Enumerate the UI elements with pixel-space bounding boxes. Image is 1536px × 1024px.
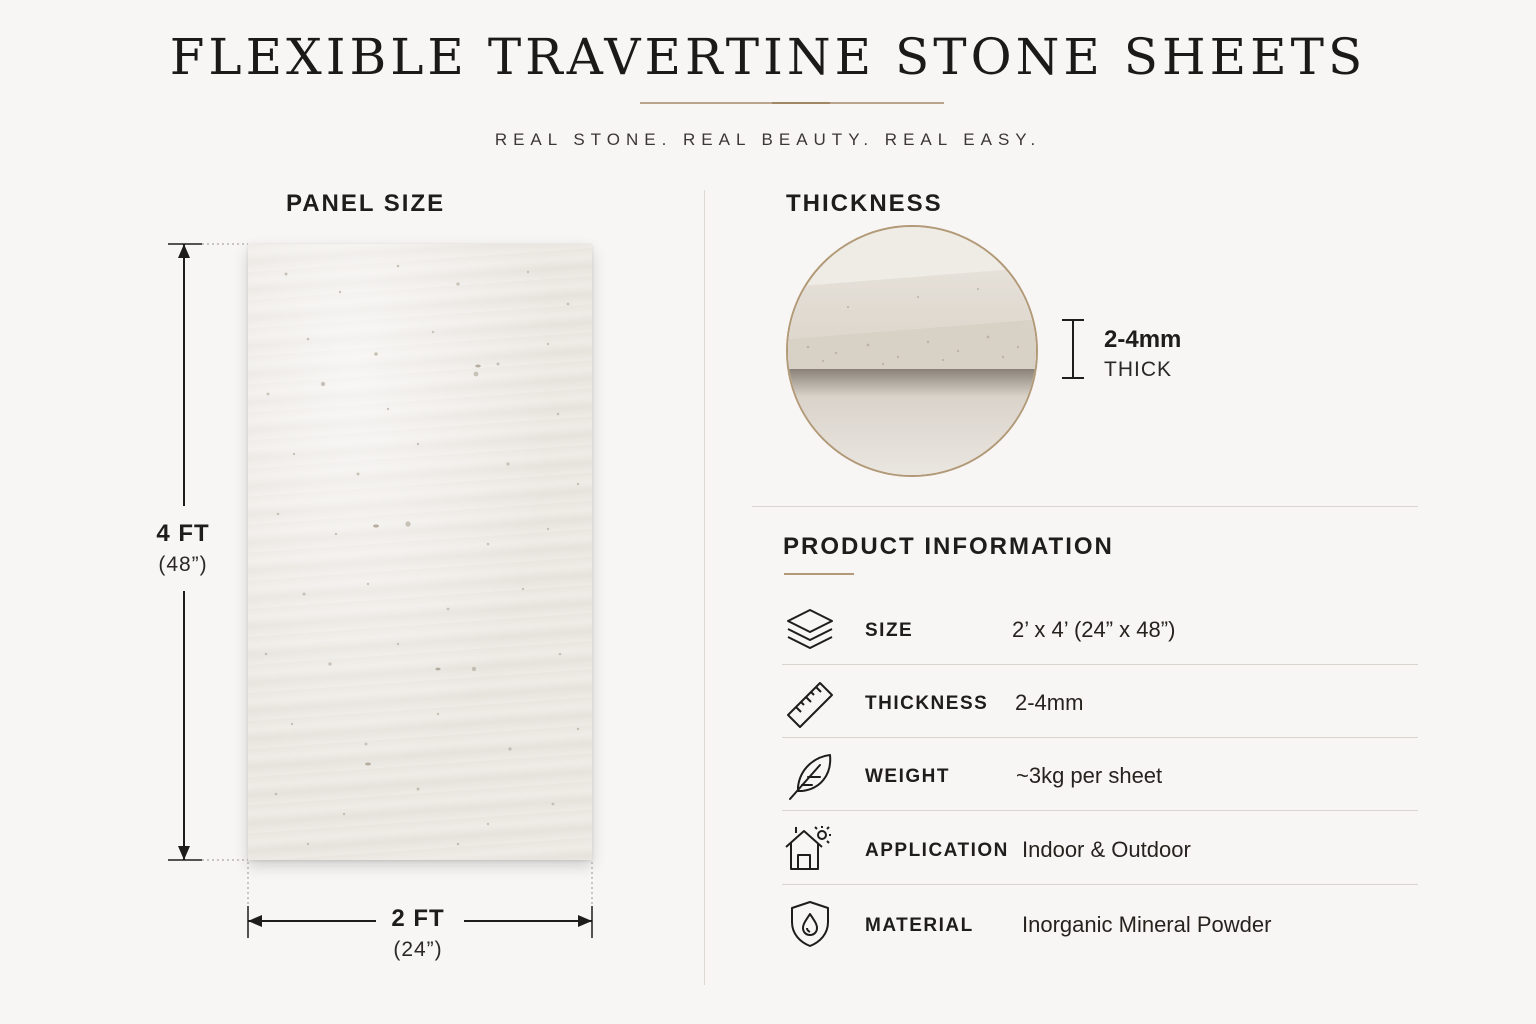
row-divider	[782, 737, 1418, 738]
material-label: MATERIAL	[865, 915, 974, 936]
sheet-edge-closeup	[788, 227, 1038, 477]
section-divider	[752, 506, 1418, 507]
width-sub-label: (24”)	[393, 938, 443, 961]
shield-drop-icon	[784, 898, 836, 950]
panel-size-heading: PANEL SIZE	[286, 190, 446, 217]
application-value: Indoor & Outdoor	[1022, 837, 1191, 862]
height-dimension-line	[160, 236, 250, 868]
weight-value: ~3kg per sheet	[1016, 763, 1163, 788]
application-label: APPLICATION	[865, 840, 1009, 861]
ruler-icon	[784, 677, 836, 729]
row-divider	[782, 810, 1418, 811]
product-info-heading: PRODUCT INFORMATION	[783, 533, 1114, 560]
travertine-panel-image	[248, 244, 592, 860]
size-label: SIZE	[865, 620, 914, 641]
height-sub-label: (48”)	[158, 553, 208, 576]
thickness-row-label: THICKNESS	[865, 693, 989, 714]
thickness-heading: THICKNESS	[786, 190, 943, 217]
size-value: 2’ x 4’ (24” x 48”)	[1012, 617, 1176, 642]
thickness-row-value: 2-4mm	[1015, 690, 1084, 715]
travertine-texture	[248, 244, 592, 860]
row-divider	[782, 884, 1418, 885]
page-title: FLEXIBLE TRAVERTINE STONE SHEETS	[169, 28, 1367, 86]
layers-icon	[784, 604, 836, 656]
feather-icon	[786, 751, 838, 803]
height-label: 4 FT	[156, 520, 210, 547]
material-value: Inorganic Mineral Powder	[1022, 912, 1272, 937]
column-divider	[704, 190, 705, 985]
tagline: REAL STONE. REAL BEAUTY. REAL EASY.	[494, 130, 1042, 149]
thickness-unit-label: THICK	[1104, 358, 1172, 381]
thickness-closeup-image	[786, 225, 1038, 477]
thickness-value: 2-4mm	[1104, 326, 1182, 353]
row-divider	[782, 664, 1418, 665]
title-underline-accent	[772, 102, 830, 104]
weight-label: WEIGHT	[865, 766, 950, 787]
width-label: 2 FT	[391, 905, 445, 932]
product-info-underline	[784, 573, 854, 575]
thickness-bracket-icon	[1058, 318, 1088, 382]
house-sun-icon	[782, 823, 834, 875]
